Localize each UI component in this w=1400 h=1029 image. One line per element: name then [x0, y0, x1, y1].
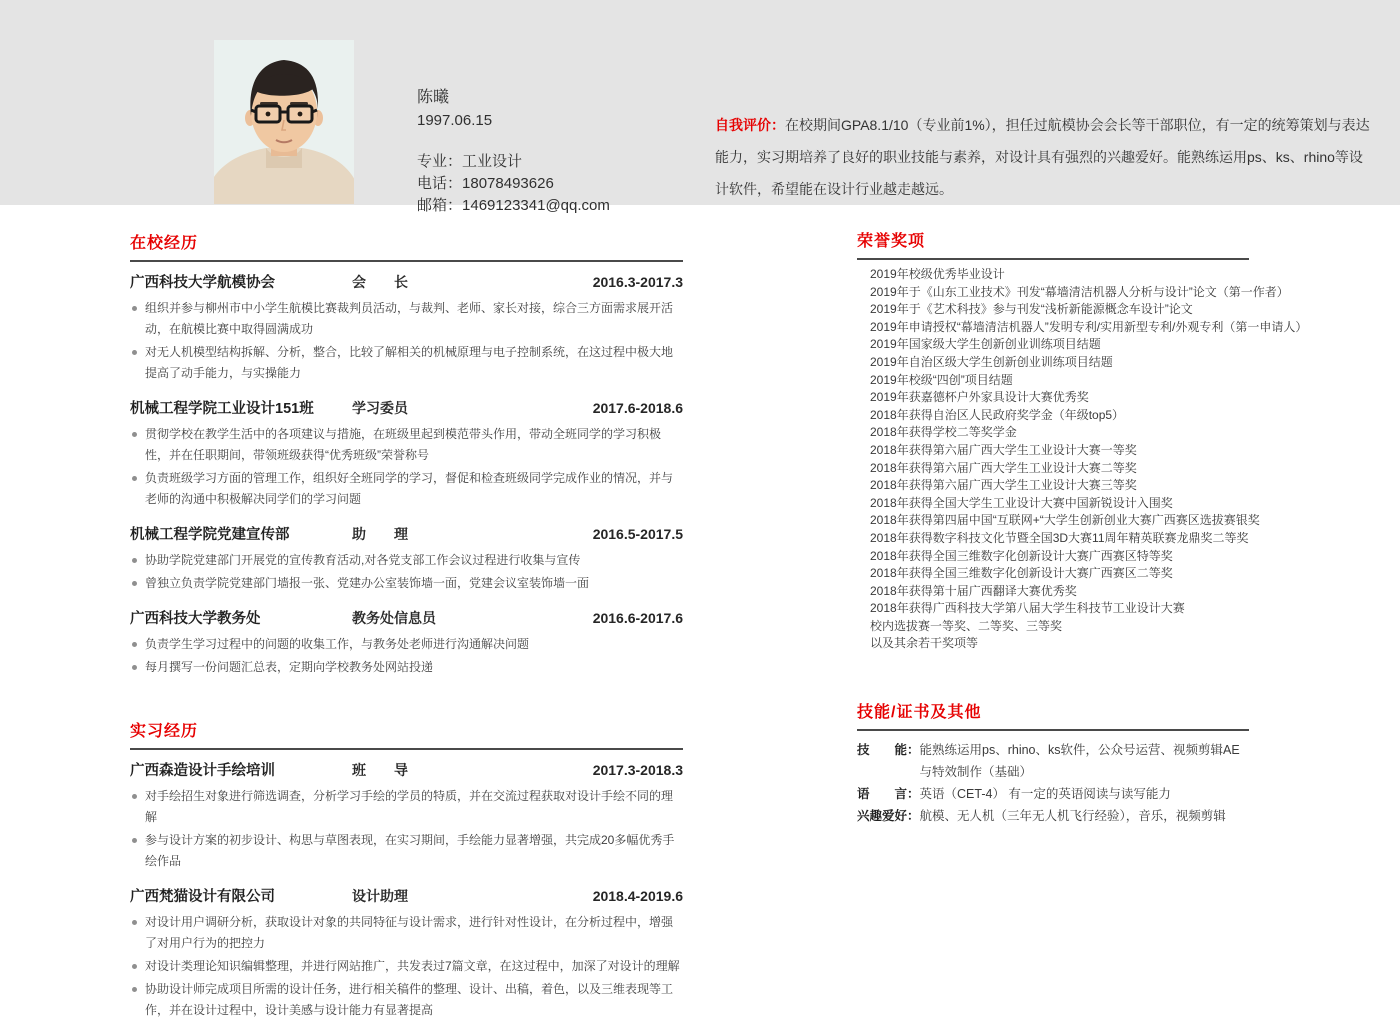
entry-bullet-list [130, 912, 683, 1021]
entry-period: 2016.3-2017.3 [592, 274, 683, 290]
self-evaluation-label: 自我评价： [715, 117, 785, 133]
entry-organization: 机械工程学院党建宣传部 [130, 527, 290, 543]
honor-item: 2018年获得学校二等奖学金 [870, 425, 1017, 440]
section-honors [857, 228, 1308, 653]
entry-role: 设计助理 [352, 888, 408, 904]
entry-bullet: 协助设计师完成项目所需的设计任务，进行相关稿件的整理、设计、出稿，着色，以及三维表现等工作，并在设计过程中，设计美感与设计能力有显著提高 [130, 979, 683, 1021]
identity-block [417, 84, 610, 217]
candidate-name: 陈曦 [417, 89, 450, 106]
skill-row [857, 739, 1249, 783]
left-column [130, 230, 683, 1029]
campus-entries [130, 271, 683, 678]
honor-item: 2018年获得第六届广西大学生工业设计大赛一等奖 [870, 442, 1137, 457]
skill-text [920, 783, 1249, 805]
right-column [857, 228, 1308, 827]
experience-entry [130, 607, 683, 678]
major-value: 工业设计 [462, 153, 523, 170]
honor-item: 2018年获得广西科技大学第八届大学生科技节工业设计大赛 [870, 601, 1185, 616]
honor-item: 2018年获得第六届广西大学生工业设计大赛二等奖 [870, 460, 1137, 475]
entry-bullet: 对设计用户调研分析，获取设计对象的共同特征与设计需求，进行针对性设计，在分析过程中，增强了对用户行为的把控力 [130, 912, 683, 954]
skill-text-line: 英语（CET-4） 有一定的英语阅读与读写能力 [919, 787, 1171, 802]
entry-bullet: 贯彻学校在教学生活中的各项建议与措施，在班级里起到模范带头作用，带动全班同学的学习积极性，并在任职期间，带领班级获得“优秀班级”荣誉称号 [130, 424, 683, 466]
section-title-campus: 在校经历 [130, 230, 683, 262]
entry-header [130, 523, 683, 544]
honor-item: 2019年校级优秀毕业设计 [870, 267, 1005, 281]
honor-item: 2018年获得第六届广西大学生工业设计大赛三等奖 [870, 478, 1137, 493]
profile-photo [214, 40, 354, 204]
profile-photo-image [214, 40, 354, 204]
entry-bullet: 协助学院党建部门开展党的宣传教育活动,对各党支部工作会议过程进行收集与宣传 [130, 550, 683, 571]
entry-bullet: 对无人机模型结构拆解、分析，整合，比较了解相关的机械原理与电子控制系统，在这过程中极大地提高了动手能力，与实操能力 [130, 342, 683, 384]
skill-label: 兴趣爱好： [857, 809, 920, 824]
honor-item: 2018年获得全国三维数字化创新设计大赛广西赛区二等奖 [870, 566, 1173, 581]
entry-bullet: 对手绘招生对象进行筛选调查，分析学习手绘的学员的特质，并在交流过程获取对设计手绘不同的理解 [130, 786, 683, 828]
honor-item: 2018年获得数字科技文化节暨全国3D大赛11周年精英联赛龙鼎奖二等奖 [870, 530, 1249, 545]
section-title-honors: 荣誉奖项 [857, 228, 1249, 260]
honor-item: 2018年获得全国三维数字化创新设计大赛广西赛区特等奖 [870, 548, 1173, 563]
honor-item: 以及其余若干奖项等 [870, 636, 979, 651]
skill-row [857, 783, 1249, 805]
self-evaluation-text: 在校期间GPA8.1/10（专业前1%），担任过航模协会会长等干部职位，有一定的统筹策划与表达能力，实习期培养了良好的职业技能与素养，对设计具有强烈的兴趣爱好。能熟练运用ps、ks、rhino等设计软件，希望能在设计行业越走越远。 [715, 117, 1370, 197]
entry-period: 2018.4-2019.6 [592, 888, 683, 904]
honor-item: 2018年获得自治区人民政府奖学金（年级top5） [870, 407, 1125, 422]
entry-bullet: 对设计类理论知识编辑整理，并进行网站推广，共发表过7篇文章，在这过程中，加深了对设计的理解 [130, 956, 683, 977]
self-evaluation [715, 109, 1375, 205]
entry-period: 2017.3-2018.3 [592, 762, 683, 778]
experience-entry [130, 885, 683, 1021]
email-label: 邮箱： [417, 197, 463, 214]
header-band [0, 0, 1400, 214]
entry-header [130, 607, 683, 628]
skill-label: 语 言： [857, 787, 920, 802]
section-skills [857, 699, 1249, 827]
experience-entry [130, 523, 683, 594]
skill-text-line: 航模、无人机（三年无人机飞行经验），音乐，视频剪辑 [919, 809, 1226, 824]
entry-bullet: 曾独立负责学院党建部门墙报一张、党建办公室装饰墙一面，党建会议室装饰墙一面 [130, 573, 683, 594]
internship-entries [130, 759, 683, 1021]
entry-header [130, 397, 683, 418]
entry-organization: 广西科技大学教务处 [130, 611, 261, 627]
honor-list [857, 266, 1308, 653]
skill-text-line: 与特效制作（基础） [919, 765, 1033, 780]
entry-role: 学习委员 [352, 400, 408, 416]
entry-role: 班 导 [352, 762, 408, 778]
section-internship-experience [130, 718, 683, 1021]
major-label: 专业： [417, 153, 463, 170]
honor-item: 2019年校级“四创”项目结题 [870, 372, 1013, 387]
experience-entry [130, 397, 683, 510]
entry-bullet-list [130, 550, 683, 594]
entry-role: 教务处信息员 [352, 610, 436, 626]
entry-period: 2017.6-2018.6 [592, 400, 683, 416]
entry-bullet-list [130, 786, 683, 872]
section-title-skills: 技能/证书及其他 [857, 699, 1249, 731]
entry-organization: 广西梵猫设计有限公司 [130, 889, 275, 905]
phone-value: 18078493626 [462, 175, 554, 192]
entry-role: 助 理 [352, 526, 408, 542]
birth-date: 1997.06.15 [417, 112, 493, 129]
skill-rows [857, 739, 1249, 827]
entry-organization: 机械工程学院工业设计151班 [130, 401, 314, 417]
honor-item: 2019年申请授权“幕墙清洁机器人”发明专利/实用新型专利/外观专利（第一申请人） [870, 319, 1308, 334]
honor-item: 2019年国家级大学生创新创业训练项目结题 [870, 337, 1101, 352]
section-campus-experience [130, 230, 683, 678]
entry-period: 2016.5-2017.5 [592, 526, 683, 542]
entry-header [130, 885, 683, 906]
skill-label: 技 能： [857, 743, 920, 758]
entry-header [130, 759, 683, 780]
major-row [417, 151, 610, 173]
entry-bullet: 每月撰写一份问题汇总表，定期向学校教务处网站投递 [130, 657, 683, 678]
honor-item: 2019年于《艺术科技》参与刊发“浅析新能源概念车设计”论文 [870, 302, 1193, 317]
entry-bullet-list [130, 634, 683, 678]
entry-organization: 广西科技大学航模协会 [130, 275, 275, 291]
entry-bullet-list [130, 424, 683, 510]
entry-bullet: 负责学生学习过程中的问题的收集工作，与教务处老师进行沟通解决问题 [130, 634, 683, 655]
experience-entry [130, 759, 683, 872]
honor-item: 2018年获得第四届中国“互联网+“大学生创新创业大赛广西赛区选拔赛银奖 [870, 513, 1260, 528]
phone-label: 电话： [417, 175, 463, 192]
entry-bullet: 参与设计方案的初步设计、构思与草图表现，在实习期间，手绘能力显著增强，共完成20多幅优秀手绘作品 [130, 830, 683, 872]
skill-row [857, 805, 1249, 827]
entry-bullet-list [130, 298, 683, 384]
experience-entry [130, 271, 683, 384]
entry-role: 会 长 [352, 274, 408, 290]
entry-header [130, 271, 683, 292]
honor-item: 校内选拔赛一等奖、二等奖、三等奖 [870, 618, 1063, 633]
skill-text [920, 805, 1249, 827]
entry-period: 2016.6-2017.6 [592, 610, 683, 626]
honor-item: 2018年获得第十届广西翻译大赛优秀奖 [870, 583, 1077, 598]
email-row [417, 195, 610, 217]
skill-text-line: 能熟练运用ps、rhino、ks软件，公众号运营、视频剪辑AE [919, 743, 1240, 758]
entry-bullet: 组织并参与柳州市中小学生航模比赛裁判员活动，与裁判、老师、家长对接，综合三方面需求展开活动，在航模比赛中取得圆满成功 [130, 298, 683, 340]
honor-item: 2019年获嘉德杯户外家具设计大赛优秀奖 [870, 390, 1089, 405]
honor-item: 2018年获得全国大学生工业设计大赛中国新锐设计入围奖 [870, 495, 1173, 510]
entry-organization: 广西森造设计手绘培训 [130, 763, 275, 779]
phone-row [417, 173, 610, 195]
honor-item: 2019年自治区级大学生创新创业训练项目结题 [870, 354, 1113, 369]
email-value: 1469123341@qq.com [462, 197, 610, 214]
section-title-internship: 实习经历 [130, 718, 683, 750]
honor-item: 2019年于《山东工业技术》刊发“幕墙清洁机器人分析与设计”论文（第一作者） [870, 284, 1289, 299]
skill-text [920, 739, 1249, 783]
entry-bullet: 负责班级学习方面的管理工作，组织好全班同学的学习，督促和检查班级同学完成作业的情况，并与老师的沟通中积极解决同学们的学习问题 [130, 468, 683, 510]
